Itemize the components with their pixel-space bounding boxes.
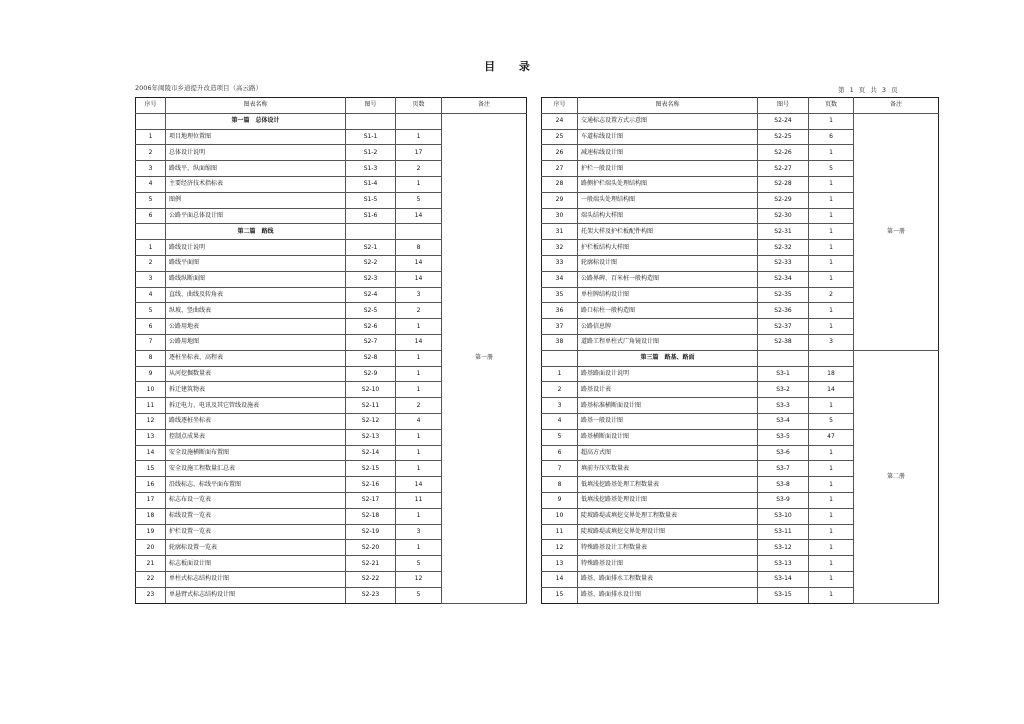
drawing-name: 护栏设置一览表 bbox=[166, 524, 346, 540]
table-row bbox=[542, 113, 939, 129]
page-count: 1 bbox=[809, 477, 854, 493]
drawing-name: 安全设施横断面布置图 bbox=[166, 445, 346, 461]
page-count: 1 bbox=[396, 366, 442, 382]
page-count: 1 bbox=[809, 445, 854, 461]
page-count: 1 bbox=[809, 508, 854, 524]
section-title: 第二篇 路线 bbox=[166, 224, 346, 240]
drawing-name: 路线逐桩坐标表 bbox=[166, 413, 346, 429]
drawing-code: S3-3 bbox=[758, 398, 809, 414]
drawing-code: S2-10 bbox=[346, 382, 396, 398]
drawing-name: 总体设计说明 bbox=[166, 145, 346, 161]
row-number: 28 bbox=[542, 176, 578, 192]
page-count: 1 bbox=[809, 540, 854, 556]
page-count: 47 bbox=[809, 429, 854, 445]
row-number bbox=[136, 113, 166, 129]
drawing-code: S2-16 bbox=[346, 477, 396, 493]
row-number: 10 bbox=[542, 508, 578, 524]
volume-note: 第一册 bbox=[442, 113, 527, 603]
drawing-name: 端头结构大样图 bbox=[578, 208, 758, 224]
page-count: 1 bbox=[396, 176, 442, 192]
page-count: 2 bbox=[396, 398, 442, 414]
header-note: 备注 bbox=[442, 98, 527, 114]
page-count: 3 bbox=[809, 334, 854, 350]
drawing-code: S2-24 bbox=[758, 113, 809, 129]
drawing-code: S2-23 bbox=[346, 587, 396, 603]
page-count: 1 bbox=[809, 240, 854, 256]
page-count: 3 bbox=[396, 287, 442, 303]
drawing-name: 路基路面设计说明 bbox=[578, 366, 758, 382]
page-count: 1 bbox=[396, 382, 442, 398]
page-count: 1 bbox=[809, 587, 854, 603]
row-number: 11 bbox=[136, 398, 166, 414]
page-count: 1 bbox=[396, 129, 442, 145]
page-count: 1 bbox=[809, 556, 854, 572]
row-number: 33 bbox=[542, 255, 578, 271]
drawing-name: 拆迁电力、电讯及其它管线设施表 bbox=[166, 398, 346, 414]
row-number: 4 bbox=[542, 413, 578, 429]
row-number: 31 bbox=[542, 224, 578, 240]
drawing-code: S2-2 bbox=[346, 255, 396, 271]
drawing-name: 交通标志设置方式示意图 bbox=[578, 113, 758, 129]
row-number: 7 bbox=[136, 334, 166, 350]
drawing-name: 路基横断面设计图 bbox=[578, 429, 758, 445]
row-number: 4 bbox=[136, 287, 166, 303]
drawing-code: S2-38 bbox=[758, 334, 809, 350]
page-count: 14 bbox=[396, 271, 442, 287]
row-number: 10 bbox=[136, 382, 166, 398]
page-count: 14 bbox=[396, 208, 442, 224]
row-number: 29 bbox=[542, 192, 578, 208]
page-count: 1 bbox=[396, 540, 442, 556]
drawing-code: S2-9 bbox=[346, 366, 396, 382]
row-number: 19 bbox=[136, 524, 166, 540]
row-number: 20 bbox=[136, 540, 166, 556]
drawing-name: 特殊路基设计图 bbox=[578, 556, 758, 572]
row-number: 6 bbox=[542, 445, 578, 461]
page-count: 2 bbox=[396, 303, 442, 319]
drawing-code: S2-32 bbox=[758, 240, 809, 256]
drawing-name: 逐桩坐标表、高程表 bbox=[166, 350, 346, 366]
row-number: 9 bbox=[136, 366, 166, 382]
page-count: 1 bbox=[809, 113, 854, 129]
page-count: 14 bbox=[809, 382, 854, 398]
page-count: 2 bbox=[396, 161, 442, 177]
row-number: 22 bbox=[136, 571, 166, 587]
page-count: 2 bbox=[809, 287, 854, 303]
page-count: 3 bbox=[396, 524, 442, 540]
drawing-name: 路侧护栏端头处理结构图 bbox=[578, 176, 758, 192]
section-row bbox=[542, 350, 939, 366]
drawing-name: 路基、路面排水设计图 bbox=[578, 587, 758, 603]
drawing-code: S1-4 bbox=[346, 176, 396, 192]
drawing-name: 特殊路基设计工程数量表 bbox=[578, 540, 758, 556]
drawing-code: S3-4 bbox=[758, 413, 809, 429]
drawing-name: 低填浅挖路基处理工程数量表 bbox=[578, 477, 758, 493]
drawing-name: 护栏板结构大样图 bbox=[578, 240, 758, 256]
drawing-code: S3-13 bbox=[758, 556, 809, 572]
page-count: 17 bbox=[396, 145, 442, 161]
page-count: 1 bbox=[809, 461, 854, 477]
page-count: 1 bbox=[809, 319, 854, 335]
row-number: 38 bbox=[542, 334, 578, 350]
drawing-code: S2-27 bbox=[758, 161, 809, 177]
page-count: 1 bbox=[396, 445, 442, 461]
volume-note: 第一册 bbox=[854, 113, 939, 350]
drawing-code: S2-19 bbox=[346, 524, 396, 540]
drawing-name: 拆迁建筑物表 bbox=[166, 382, 346, 398]
row-number: 23 bbox=[136, 587, 166, 603]
drawing-name: 直线、曲线及转角表 bbox=[166, 287, 346, 303]
header-row bbox=[136, 98, 527, 114]
volume-note: 第二册 bbox=[854, 350, 939, 603]
page-count: 1 bbox=[809, 176, 854, 192]
drawing-code: S2-3 bbox=[346, 271, 396, 287]
row-number: 1 bbox=[136, 129, 166, 145]
drawing-name: 公路用地图 bbox=[166, 334, 346, 350]
page-info: 第 1 页 共 3 页 bbox=[838, 86, 898, 94]
row-number: 13 bbox=[136, 429, 166, 445]
row-number: 11 bbox=[542, 524, 578, 540]
drawing-name: 轮廓标设计图 bbox=[578, 255, 758, 271]
drawing-code: S3-2 bbox=[758, 382, 809, 398]
drawing-code: S2-12 bbox=[346, 413, 396, 429]
row-number: 6 bbox=[136, 208, 166, 224]
row-number: 35 bbox=[542, 287, 578, 303]
drawing-code: S2-35 bbox=[758, 287, 809, 303]
section-row bbox=[136, 113, 527, 129]
row-number: 37 bbox=[542, 319, 578, 335]
header-no: 序号 bbox=[542, 98, 578, 114]
drawing-name: 填前夯压实数量表 bbox=[578, 461, 758, 477]
row-number: 4 bbox=[136, 176, 166, 192]
page-count: 1 bbox=[809, 224, 854, 240]
drawing-code: S3-12 bbox=[758, 540, 809, 556]
drawing-name: 安全设施工程数量汇总表 bbox=[166, 461, 346, 477]
page-count: 1 bbox=[809, 492, 854, 508]
drawing-name: 陡坡路堤或填挖交界处理工程数量表 bbox=[578, 508, 758, 524]
page-count: 4 bbox=[396, 413, 442, 429]
drawing-code bbox=[758, 350, 809, 366]
drawing-code: S2-28 bbox=[758, 176, 809, 192]
drawing-code: S2-14 bbox=[346, 445, 396, 461]
drawing-code: S2-17 bbox=[346, 492, 396, 508]
page-count: 1 bbox=[809, 271, 854, 287]
row-number: 7 bbox=[542, 461, 578, 477]
drawing-name: 路线平面图 bbox=[166, 255, 346, 271]
page-count: 18 bbox=[809, 366, 854, 382]
drawing-code: S2-7 bbox=[346, 334, 396, 350]
row-number: 34 bbox=[542, 271, 578, 287]
drawing-code: S3-11 bbox=[758, 524, 809, 540]
drawing-code: S1-1 bbox=[346, 129, 396, 145]
drawing-name: 路基一般设计图 bbox=[578, 413, 758, 429]
page-count bbox=[396, 113, 442, 129]
drawing-name: 公路信息牌 bbox=[578, 319, 758, 335]
drawing-code: S2-33 bbox=[758, 255, 809, 271]
drawing-code: S2-6 bbox=[346, 319, 396, 335]
page-count: 1 bbox=[809, 303, 854, 319]
row-number: 1 bbox=[542, 366, 578, 382]
drawing-name: 控制点成果表 bbox=[166, 429, 346, 445]
drawing-code: S1-2 bbox=[346, 145, 396, 161]
row-number: 36 bbox=[542, 303, 578, 319]
drawing-name: 单柱牌结构设计图 bbox=[578, 287, 758, 303]
row-number: 27 bbox=[542, 161, 578, 177]
drawing-code: S2-8 bbox=[346, 350, 396, 366]
drawing-code: S1-6 bbox=[346, 208, 396, 224]
drawing-name: 路基、路面排水工程数量表 bbox=[578, 571, 758, 587]
row-number: 8 bbox=[136, 350, 166, 366]
row-number: 18 bbox=[136, 508, 166, 524]
header-no: 序号 bbox=[136, 98, 166, 114]
drawing-name: 一般端头处理结构图 bbox=[578, 192, 758, 208]
row-number bbox=[542, 350, 578, 366]
drawing-name: 路线平、纵面缩图 bbox=[166, 161, 346, 177]
row-number: 2 bbox=[136, 255, 166, 271]
row-number: 2 bbox=[136, 145, 166, 161]
drawing-code: S2-31 bbox=[758, 224, 809, 240]
page-count: 1 bbox=[809, 524, 854, 540]
drawing-name: 项目地理位置图 bbox=[166, 129, 346, 145]
drawing-code: S3-8 bbox=[758, 477, 809, 493]
drawing-code: S1-3 bbox=[346, 161, 396, 177]
drawing-name: 公路界碑、百米桩一般构造图 bbox=[578, 271, 758, 287]
header-pages: 页数 bbox=[809, 98, 854, 114]
page-count: 1 bbox=[396, 461, 442, 477]
page-count bbox=[396, 224, 442, 240]
project-subtitle: 2006年闽陵市乡道提升改造项目（高云路） bbox=[135, 84, 263, 92]
drawing-name: 路线设计说明 bbox=[166, 240, 346, 256]
drawing-code: S2-36 bbox=[758, 303, 809, 319]
drawing-name: 公路平面总体设计图 bbox=[166, 208, 346, 224]
drawing-code: S3-6 bbox=[758, 445, 809, 461]
page-count: 1 bbox=[809, 255, 854, 271]
row-number: 15 bbox=[542, 587, 578, 603]
row-number: 14 bbox=[542, 571, 578, 587]
drawing-code: S2-5 bbox=[346, 303, 396, 319]
row-number: 5 bbox=[136, 303, 166, 319]
drawing-code: S3-9 bbox=[758, 492, 809, 508]
page-count: 5 bbox=[809, 161, 854, 177]
drawing-code: S3-1 bbox=[758, 366, 809, 382]
page-title: 目 录 bbox=[484, 60, 540, 73]
drawing-code: S2-34 bbox=[758, 271, 809, 287]
row-number: 3 bbox=[136, 271, 166, 287]
drawing-name: 路口标柱一般构造图 bbox=[578, 303, 758, 319]
drawing-code: S2-11 bbox=[346, 398, 396, 414]
page-count: 5 bbox=[396, 192, 442, 208]
section-title: 第三篇 路基、路面 bbox=[578, 350, 758, 366]
page-count: 1 bbox=[396, 508, 442, 524]
row-number: 8 bbox=[542, 477, 578, 493]
drawing-name: 轮廓标设置一览表 bbox=[166, 540, 346, 556]
page-count: 11 bbox=[396, 492, 442, 508]
toc-table-left bbox=[135, 97, 527, 604]
page-count: 14 bbox=[396, 334, 442, 350]
toc-table-right bbox=[541, 97, 939, 604]
row-number: 1 bbox=[136, 240, 166, 256]
row-number: 12 bbox=[542, 540, 578, 556]
drawing-code: S2-4 bbox=[346, 287, 396, 303]
row-number: 32 bbox=[542, 240, 578, 256]
drawing-code bbox=[346, 224, 396, 240]
drawing-name: 图例 bbox=[166, 192, 346, 208]
drawing-name: 减速标线设计图 bbox=[578, 145, 758, 161]
drawing-name: 车道标线设计图 bbox=[578, 129, 758, 145]
row-number: 26 bbox=[542, 145, 578, 161]
row-number: 5 bbox=[542, 429, 578, 445]
page-count: 1 bbox=[809, 145, 854, 161]
page-count: 1 bbox=[809, 208, 854, 224]
drawing-name: 路基设计表 bbox=[578, 382, 758, 398]
drawing-code: S2-26 bbox=[758, 145, 809, 161]
drawing-code: S2-13 bbox=[346, 429, 396, 445]
row-number: 17 bbox=[136, 492, 166, 508]
drawing-name: 公路用地表 bbox=[166, 319, 346, 335]
drawing-code: S3-15 bbox=[758, 587, 809, 603]
drawing-name: 主要经济技术指标表 bbox=[166, 176, 346, 192]
drawing-code: S2-29 bbox=[758, 192, 809, 208]
drawing-name: 托架大样及护栏板配件构图 bbox=[578, 224, 758, 240]
header-code: 图号 bbox=[346, 98, 396, 114]
page-count: 8 bbox=[396, 240, 442, 256]
drawing-name: 道路工程单柱式广角镜设计图 bbox=[578, 334, 758, 350]
page-count: 1 bbox=[396, 319, 442, 335]
drawing-name: 低填浅挖路基处理设计图 bbox=[578, 492, 758, 508]
drawing-code: S3-5 bbox=[758, 429, 809, 445]
page-count: 5 bbox=[809, 413, 854, 429]
drawing-name: 路线纵断面图 bbox=[166, 271, 346, 287]
drawing-name: 超高方式图 bbox=[578, 445, 758, 461]
row-number: 16 bbox=[136, 477, 166, 493]
section-title: 第一篇 总体设计 bbox=[166, 113, 346, 129]
drawing-code: S2-25 bbox=[758, 129, 809, 145]
row-number: 5 bbox=[136, 192, 166, 208]
drawing-code: S1-5 bbox=[346, 192, 396, 208]
row-number: 3 bbox=[542, 398, 578, 414]
header-name: 图表名称 bbox=[578, 98, 758, 114]
drawing-code: S2-30 bbox=[758, 208, 809, 224]
drawing-name: 从河挖掘数量表 bbox=[166, 366, 346, 382]
page-count: 14 bbox=[396, 255, 442, 271]
page-count: 1 bbox=[396, 429, 442, 445]
drawing-name: 标志布设一览表 bbox=[166, 492, 346, 508]
header-code: 图号 bbox=[758, 98, 809, 114]
drawing-name: 单柱式标志结构设计图 bbox=[166, 571, 346, 587]
drawing-code: S2-37 bbox=[758, 319, 809, 335]
page-count: 5 bbox=[396, 587, 442, 603]
page-count: 14 bbox=[396, 477, 442, 493]
page-count: 1 bbox=[809, 192, 854, 208]
page-count: 5 bbox=[396, 556, 442, 572]
row-number: 9 bbox=[542, 492, 578, 508]
row-number: 21 bbox=[136, 556, 166, 572]
drawing-name: 沿线标志、标线平面布置图 bbox=[166, 477, 346, 493]
page-count bbox=[809, 350, 854, 366]
drawing-code: S3-7 bbox=[758, 461, 809, 477]
row-number: 24 bbox=[542, 113, 578, 129]
header-note: 备注 bbox=[854, 98, 939, 114]
row-number: 14 bbox=[136, 445, 166, 461]
drawing-name: 纵坡、竖曲线表 bbox=[166, 303, 346, 319]
drawing-code: S2-18 bbox=[346, 508, 396, 524]
page-count: 6 bbox=[809, 129, 854, 145]
row-number: 25 bbox=[542, 129, 578, 145]
drawing-name: 单悬臂式标志结构设计图 bbox=[166, 587, 346, 603]
drawing-code: S2-21 bbox=[346, 556, 396, 572]
drawing-name: 陡坡路堤或填挖交界处理设计图 bbox=[578, 524, 758, 540]
header-row bbox=[542, 98, 939, 114]
drawing-code: S2-22 bbox=[346, 571, 396, 587]
drawing-code: S2-20 bbox=[346, 540, 396, 556]
row-number: 30 bbox=[542, 208, 578, 224]
row-number: 2 bbox=[542, 382, 578, 398]
row-number bbox=[136, 224, 166, 240]
page-count: 1 bbox=[809, 398, 854, 414]
header-pages: 页数 bbox=[396, 98, 442, 114]
drawing-code: S2-1 bbox=[346, 240, 396, 256]
drawing-code: S3-14 bbox=[758, 571, 809, 587]
drawing-name: 标线设置一览表 bbox=[166, 508, 346, 524]
drawing-name: 护栏一般设计图 bbox=[578, 161, 758, 177]
drawing-code bbox=[346, 113, 396, 129]
page-count: 1 bbox=[396, 350, 442, 366]
header-name: 图表名称 bbox=[166, 98, 346, 114]
row-number: 15 bbox=[136, 461, 166, 477]
drawing-code: S2-15 bbox=[346, 461, 396, 477]
row-number: 12 bbox=[136, 413, 166, 429]
row-number: 6 bbox=[136, 319, 166, 335]
row-number: 13 bbox=[542, 556, 578, 572]
row-number: 3 bbox=[136, 161, 166, 177]
drawing-name: 标志板面设计图 bbox=[166, 556, 346, 572]
drawing-code: S3-10 bbox=[758, 508, 809, 524]
page-count: 1 bbox=[809, 571, 854, 587]
drawing-name: 路基标准横断面设计图 bbox=[578, 398, 758, 414]
page-count: 12 bbox=[396, 571, 442, 587]
